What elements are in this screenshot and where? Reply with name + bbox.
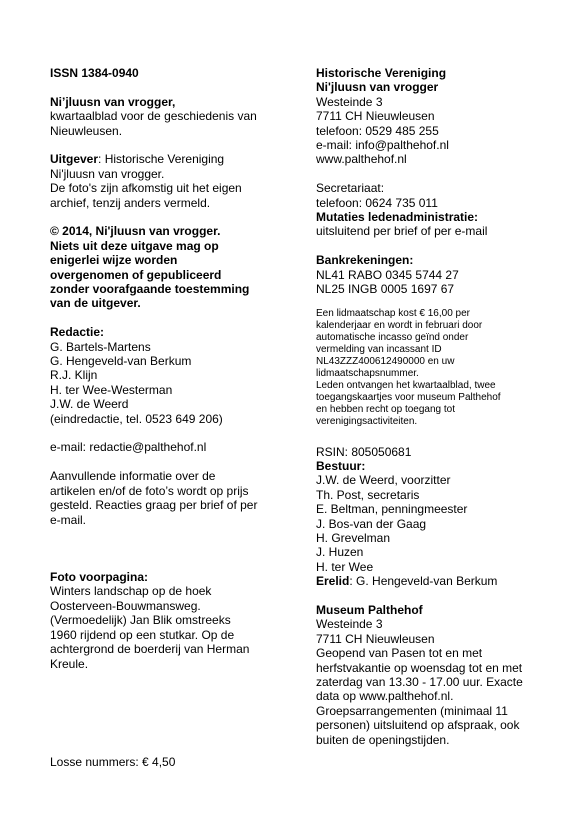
left-column [50, 66, 290, 671]
bestuur-member: J. Bos-van der Gaag [316, 516, 427, 531]
lidmaatschap-line: vermelding van incassant ID [316, 344, 442, 356]
foto-caption-line: 1960 rijdend op een stutkar. Op de [50, 627, 235, 642]
museum-line: Westeinde 3 [316, 617, 383, 632]
erelid-text: : G. Hengeveld-van Berkum [349, 574, 498, 589]
uitgever-line: Ni'jluusn van vrogger. [50, 166, 165, 181]
info-line: e-mail. [50, 512, 87, 527]
redactie-label: Redactie: [50, 325, 105, 340]
lidmaatschap-line: automatische incasso geïnd onder [316, 332, 469, 344]
vereniging-address: Westeinde 3 [316, 94, 383, 109]
vereniging-name: Ni'jluusn van vrogger [316, 80, 439, 95]
copyright-line: enigerlei wijze worden [50, 253, 178, 268]
lidmaatschap-line: toegangskaartjes voor museum Palthehof [316, 391, 501, 403]
right-column [316, 66, 561, 747]
copyright-line: van de uitgever. [50, 296, 141, 311]
secretariaat-line: Secretariaat: [316, 181, 385, 196]
rsin: RSIN: 805050681 [316, 444, 412, 459]
secretariaat-line: telefoon: 0624 735 011 [316, 195, 438, 210]
vereniging-phone: telefoon: 0529 485 255 [316, 123, 439, 138]
uitgever-line: archief, tenzij anders vermeld. [50, 195, 211, 210]
lidmaatschap-line: NL43ZZZ400612490000 en uw [316, 356, 455, 368]
bestuur-member: J.W. de Weerd, voorzitter [316, 473, 451, 488]
info-line: gesteld. Reacties graag per brief of per [50, 498, 258, 513]
lidmaatschap-line: en hebben recht op toegang tot [316, 403, 456, 415]
lidmaatschap-line: Leden ontvangen het kwartaalblad, twee [316, 379, 496, 391]
museum-line: zaterdag van 13.30 - 17.00 uur. Exacte [316, 675, 523, 690]
museum-line: buiten de openingstijden. [316, 732, 450, 747]
vereniging-email: e-mail: info@palthehof.nl [316, 138, 449, 153]
redactie-member: (eindredactie, tel. 0523 649 206) [50, 411, 223, 426]
museum-line: 7711 CH Nieuwleusen [316, 631, 435, 646]
vereniging-name: Historische Vereniging [316, 66, 447, 80]
museum-line: data op www.palthehof.nl. [316, 689, 454, 704]
vereniging-address: 7711 CH Nieuwleusen [316, 109, 435, 124]
uitgever-label: Uitgever [50, 152, 99, 167]
vereniging-website: www.palthehof.nl [316, 152, 407, 167]
museum-line: Groepsarrangementen (minimaal 11 [316, 703, 508, 718]
museum-label: Museum Palthehof [316, 602, 423, 617]
foto-caption-line: (Vermoedelijk) Jan Blik omstreeks [50, 613, 231, 628]
copyright-line: overgenomen of gepubliceerd [50, 267, 222, 282]
mutaties-text: uitsluitend per brief of per e-mail [316, 224, 488, 239]
losse-nummers-price: Losse nummers: € 4,50 [50, 755, 176, 769]
lidmaatschap-line: verenigingsactiviteiten. [316, 415, 418, 427]
bestuur-label: Bestuur: [316, 458, 366, 473]
lidmaatschap-line: kalenderjaar en wordt in februari door [316, 320, 483, 332]
erelid-line [316, 574, 561, 588]
lidmaatschap-info [316, 308, 561, 427]
redactie-email: e-mail: redactie@palthehof.nl [50, 440, 207, 455]
uitgever-line [50, 152, 290, 166]
uitgever-text: : Historische Vereniging [98, 152, 225, 167]
bestuur-member: Th. Post, secretaris [316, 487, 420, 502]
bank-account: NL25 INGB 0005 1697 67 [316, 282, 455, 297]
bank-account: NL41 RABO 0345 5744 27 [316, 267, 459, 282]
foto-voorpagina-label: Foto voorpagina: [50, 570, 148, 585]
redactie-member: J.W. de Weerd [50, 397, 129, 412]
info-line: artikelen en/of de foto’s wordt op prijs [50, 483, 249, 498]
museum-line: herfstvakantie op woensdag tot en met [316, 660, 523, 675]
museum-line: personen) uitsluitend op afspraak, ook [316, 718, 520, 733]
magazine-subtitle-line: Nieuwleusen. [50, 123, 123, 138]
mutaties-label: Mutaties ledenadministratie: [316, 210, 479, 225]
bestuur-member: H. Grevelman [316, 530, 391, 545]
redactie-member: H. ter Wee-Westerman [50, 382, 173, 397]
foto-caption-line: Oosterveen-Bouwmansweg. [50, 598, 201, 613]
issn: ISSN 1384-0940 [50, 66, 139, 80]
copyright-line: © 2014, Ni'jluusn van vrogger. [50, 224, 221, 239]
bestuur-member: J. Huzen [316, 545, 364, 560]
bank-label: Bankrekeningen: [316, 253, 414, 268]
bestuur-member: H. ter Wee [316, 559, 374, 574]
redactie-member: G. Hengeveld-van Berkum [50, 354, 192, 369]
lidmaatschap-line: Een lidmaatschap kost € 16,00 per [316, 308, 470, 320]
copyright-line: Niets uit deze uitgave mag op [50, 238, 219, 253]
magazine-subtitle-line: kwartaalblad voor de geschiedenis van [50, 109, 257, 124]
magazine-title: Ni’jluusn van vrogger, [50, 94, 176, 109]
redactie-member: R.J. Klijn [50, 368, 98, 383]
redactie-member: G. Bartels-Martens [50, 339, 151, 354]
museum-line: Geopend van Pasen tot en met [316, 646, 483, 661]
uitgever-line: De foto's zijn afkomstig uit het eigen [50, 181, 242, 196]
lidmaatschap-line: lidmaatschapsnummer. [316, 368, 419, 379]
foto-caption-line: Kreule. [50, 656, 89, 671]
bestuur-member: E. Beltman, penningmeester [316, 502, 468, 517]
erelid-label: Erelid [316, 574, 350, 589]
foto-caption-line: Winters landschap op de hoek [50, 584, 212, 599]
copyright-line: zonder voorafgaande toestemming [50, 282, 250, 297]
foto-caption-line: achtergrond de boerderij van Herman [50, 642, 250, 657]
info-line: Aanvullende informatie over de [50, 469, 216, 484]
